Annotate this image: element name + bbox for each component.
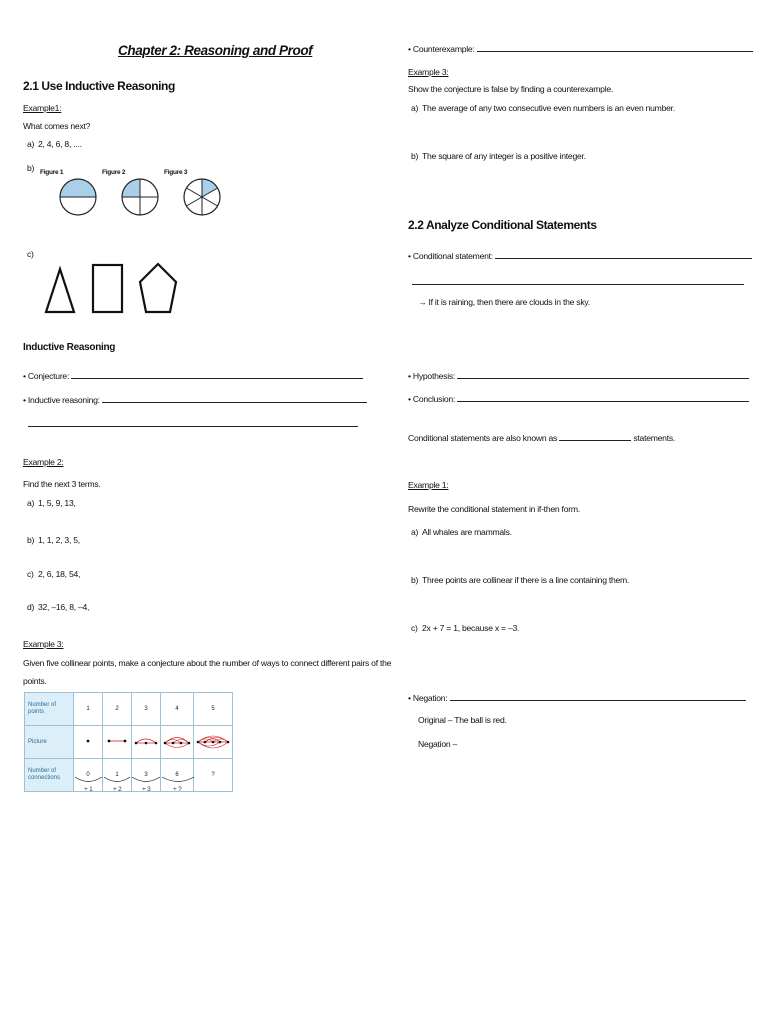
table-cell: 5 xyxy=(194,693,233,726)
conditional-item: 2x + 7 = 1, because x = –3. xyxy=(422,623,520,633)
example-1-label-right: Example 1: xyxy=(408,480,449,490)
conditional-example: → If it is raining, then there are clouds in the sky. xyxy=(418,297,590,307)
list-letter: c) xyxy=(27,569,34,579)
increment-label: + 3 xyxy=(142,786,151,793)
table-row xyxy=(25,693,233,726)
inductive-reasoning-def xyxy=(23,394,367,405)
increment-label: + 1 xyxy=(84,786,93,793)
aka-text: Conditional statements are also known as xyxy=(408,433,558,443)
row-label: Number of points xyxy=(25,693,74,726)
pentagon-shape xyxy=(139,262,179,314)
one-point-picture xyxy=(78,735,98,747)
row-label: Number of connections xyxy=(25,759,74,792)
table-cell: 1 xyxy=(74,693,103,726)
conditional-blank-2[interactable] xyxy=(412,284,744,285)
five-point-picture xyxy=(195,730,231,752)
example-1-prompt: What comes next? xyxy=(23,121,91,131)
aka-text: statements. xyxy=(633,433,676,443)
hypothesis-def xyxy=(408,370,749,381)
table-cell: 2 xyxy=(103,693,132,726)
conditional-item: Three points are collinear if there is a line containing them. xyxy=(422,575,630,585)
increment-label: + ? xyxy=(173,786,182,793)
list-letter: b) xyxy=(411,151,419,161)
figure-2-label: Figure 2 xyxy=(102,169,126,176)
conjecture-def xyxy=(23,370,363,381)
hypothesis-label: • Hypothesis: xyxy=(408,371,456,381)
list-letter: b) xyxy=(27,535,35,545)
also-known-as xyxy=(408,432,675,443)
inductive-blank[interactable] xyxy=(102,394,367,403)
inductive-blank-2[interactable] xyxy=(28,426,358,427)
picture-cell xyxy=(194,726,233,759)
four-point-picture xyxy=(162,732,192,750)
list-letter: b) xyxy=(411,575,419,585)
example-3-label: Example 3: xyxy=(23,639,64,649)
sequence-a: 2, 4, 6, 8, .... xyxy=(38,139,82,149)
table-cell: 6 xyxy=(161,759,194,792)
negation-def xyxy=(408,692,746,703)
circle-figure-3 xyxy=(182,166,222,228)
original-statement: Original – The ball is red. xyxy=(418,715,507,725)
list-letter: a) xyxy=(27,139,35,149)
conclusion-def xyxy=(408,393,749,404)
conditional-label: • Conditional statement: xyxy=(408,251,493,261)
picture-cell xyxy=(132,726,161,759)
square-shape xyxy=(92,264,124,314)
circle-figure-1 xyxy=(58,166,98,228)
example-1-label: Example1: xyxy=(23,103,62,113)
table-cell: 1 xyxy=(103,759,132,792)
inductive-label: • Inductive reasoning: xyxy=(23,395,100,405)
conclusion-label: • Conclusion: xyxy=(408,394,456,404)
sequence-item: 1, 1, 2, 3, 5, xyxy=(38,535,80,545)
counterexample-item: The average of any two consecutive even numbers is an even number. xyxy=(422,103,675,113)
list-letter: d) xyxy=(27,602,35,612)
picture-cell xyxy=(74,726,103,759)
example-1-prompt-right: Rewrite the conditional statement in if-then form. xyxy=(408,504,580,514)
counterexample-label: • Counterexample: xyxy=(408,44,475,54)
sequence-item: 32, –16, 8, –4, xyxy=(38,602,90,612)
section-heading-2-1: 2.1 Use Inductive Reasoning xyxy=(23,79,175,93)
example-3-prompt-2: points. xyxy=(23,676,47,686)
list-letter: a) xyxy=(411,527,419,537)
sequence-item: 1, 5, 9, 13, xyxy=(38,498,76,508)
circle-figure-2 xyxy=(120,166,160,228)
counterexample-item: The square of any integer is a positive integer. xyxy=(422,151,586,161)
picture-cell xyxy=(161,726,194,759)
table-cell: 3 xyxy=(132,759,161,792)
table-cell: 0 xyxy=(74,759,103,792)
picture-cell xyxy=(103,726,132,759)
conjecture-blank[interactable] xyxy=(71,370,363,379)
figure-1-label: Figure 1 xyxy=(40,169,64,176)
conclusion-blank[interactable] xyxy=(457,393,749,402)
two-point-picture xyxy=(105,735,129,747)
section-heading-2-2: 2.2 Analyze Conditional Statements xyxy=(408,218,597,232)
three-point-picture xyxy=(133,734,159,748)
sequence-item: 2, 6, 18, 54, xyxy=(38,569,81,579)
aka-blank[interactable] xyxy=(559,432,631,441)
inductive-reasoning-heading: Inductive Reasoning xyxy=(23,342,116,353)
example-3-prompt-1: Given five collinear points, make a conjecture about the number of ways to connect different pairs of the xyxy=(23,658,392,668)
counterexample-blank[interactable] xyxy=(477,43,753,52)
negation-blank[interactable] xyxy=(450,692,746,701)
example-3-label-right: Example 3: xyxy=(408,67,449,77)
triangle-shape xyxy=(44,266,76,314)
example-3-prompt-right: Show the conjecture is false by finding a counterexample. xyxy=(408,84,614,94)
conditional-item: All whales are mammals. xyxy=(422,527,512,537)
negation-label: • Negation: xyxy=(408,693,448,703)
conditional-def xyxy=(408,250,752,261)
page-title: Chapter 2: Reasoning and Proof xyxy=(118,43,313,58)
negation-statement: Negation – xyxy=(418,739,458,749)
conditional-blank[interactable] xyxy=(495,250,752,259)
list-letter: c) xyxy=(27,249,34,259)
list-letter: a) xyxy=(411,103,419,113)
list-letter: c) xyxy=(411,623,418,633)
list-letter: b) xyxy=(27,163,35,173)
increment-label: + 2 xyxy=(113,786,122,793)
counterexample-def xyxy=(408,43,753,54)
example-2-prompt: Find the next 3 terms. xyxy=(23,479,101,489)
figure-3-label: Figure 3 xyxy=(164,169,188,176)
example-2-label: Example 2: xyxy=(23,457,64,467)
table-row xyxy=(25,726,233,759)
conjecture-label: • Conjecture: xyxy=(23,371,70,381)
hypothesis-blank[interactable] xyxy=(457,370,749,379)
row-label: Picture xyxy=(25,726,74,759)
list-letter: a) xyxy=(27,498,35,508)
table-cell: 4 xyxy=(161,693,194,726)
table-cell: ? xyxy=(194,759,233,792)
table-cell: 3 xyxy=(132,693,161,726)
